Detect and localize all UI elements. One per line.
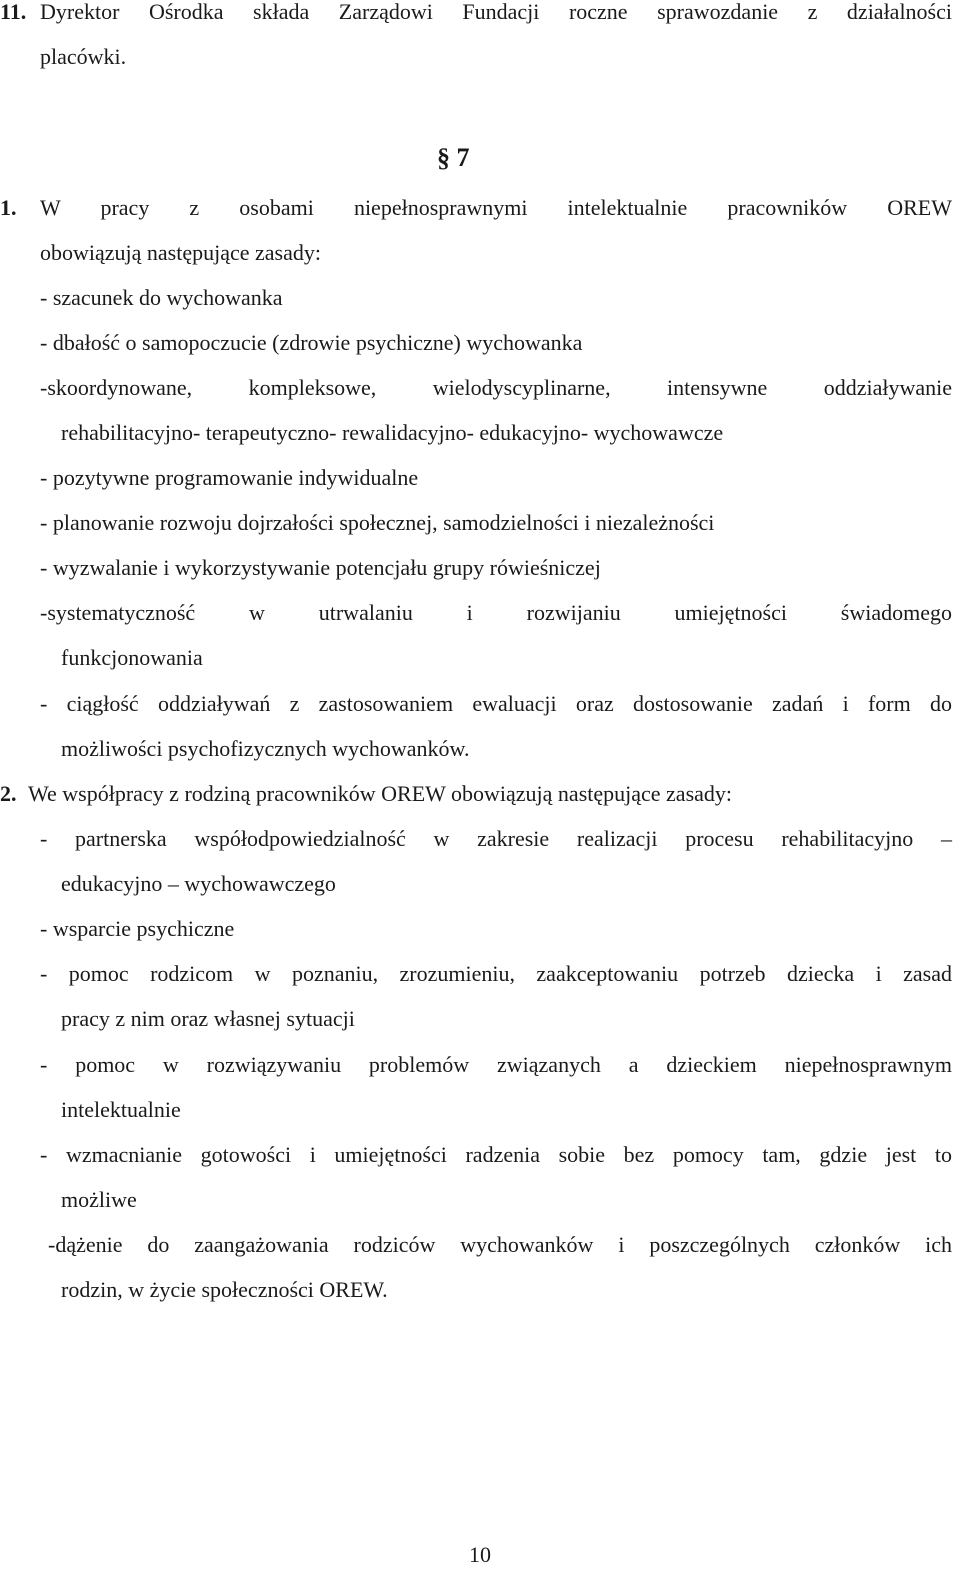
list-item: -dążenie do zaangażowania rodziców wychowanków i poszczególnych członków ich xyxy=(48,1232,952,1257)
list-item: - wsparcie psychiczne xyxy=(40,916,235,941)
list-item: - pomoc rodzicom w poznaniu, zrozumieniu, zaakceptowaniu potrzeb dziecka i zasad xyxy=(40,961,952,986)
paragraph-11-line-1 xyxy=(0,0,952,27)
list-item-continuation: rehabilitacyjno- terapeutyczno- rewalidacyjno- edukacyjno- wychowawcze xyxy=(61,420,724,445)
list-item-continuation: funkcjonowania xyxy=(61,645,203,670)
paragraph-11-line-2: placówki. xyxy=(40,44,127,69)
list-item: - pomoc w rozwiązywaniu problemów związanych a dzieckiem niepełnosprawnym xyxy=(40,1052,952,1077)
list-item: - szacunek do wychowanka xyxy=(40,285,283,310)
point-1-line-1 xyxy=(0,193,952,223)
list-item: - pozytywne programowanie indywidualne xyxy=(40,465,419,490)
list-item: - dbałość o samopoczucie (zdrowie psychiczne) wychowanka xyxy=(40,330,583,355)
list-item: - partnerska współodpowiedzialność w zakresie realizacji procesu rehabilitacyjno – xyxy=(40,826,952,851)
page-number: 10 xyxy=(469,1542,491,1567)
list-item-continuation: możliwości psychofizycznych wychowanków. xyxy=(61,736,470,761)
point-1-number: 1. xyxy=(0,195,17,220)
list-item-continuation: rodzin, w życie społeczności OREW. xyxy=(61,1277,388,1302)
list-item-continuation: edukacyjno – wychowawczego xyxy=(61,871,336,896)
list-item: - wzmacnianie gotowości i umiejętności radzenia sobie bez pomocy tam, gdzie jest to xyxy=(40,1142,952,1167)
point-1-text: W pracy z osobami niepełnosprawnymi intelektualnie pracowników OREW xyxy=(40,195,952,220)
list-item: - ciągłość oddziaływań z zastosowaniem ewaluacji oraz dostosowanie zadań i form do xyxy=(40,691,952,716)
paragraph-11-text: Dyrektor Ośrodka składa Zarządowi Fundacji roczne sprawozdanie z działalności xyxy=(40,0,952,24)
list-item: -skoordynowane, kompleksowe, wielodyscyplinarne, intensywne oddziaływanie xyxy=(40,375,952,400)
point-2-text: We współpracy z rodziną pracowników OREW obowiązują następujące zasady: xyxy=(28,781,733,806)
list-item: - planowanie rozwoju dojrzałości społecznej, samodzielności i niezależności xyxy=(40,510,715,535)
list-item-continuation: pracy z nim oraz własnej sytuacji xyxy=(61,1006,355,1031)
point-1-line-2: obowiązują następujące zasady: xyxy=(40,240,321,265)
section-heading: § 7 xyxy=(437,143,470,172)
list-item: -systematyczność w utrwalaniu i rozwijaniu umiejętności świadomego xyxy=(40,600,952,625)
list-item: - wyzwalanie i wykorzystywanie potencjału grupy rówieśniczej xyxy=(40,555,601,580)
point-2-number: 2. xyxy=(0,781,17,806)
list-item-continuation: intelektualnie xyxy=(61,1097,181,1122)
paragraph-11-number: 11. xyxy=(0,0,27,24)
list-item-continuation: możliwe xyxy=(61,1187,137,1212)
point-2-line-1 xyxy=(0,779,952,809)
